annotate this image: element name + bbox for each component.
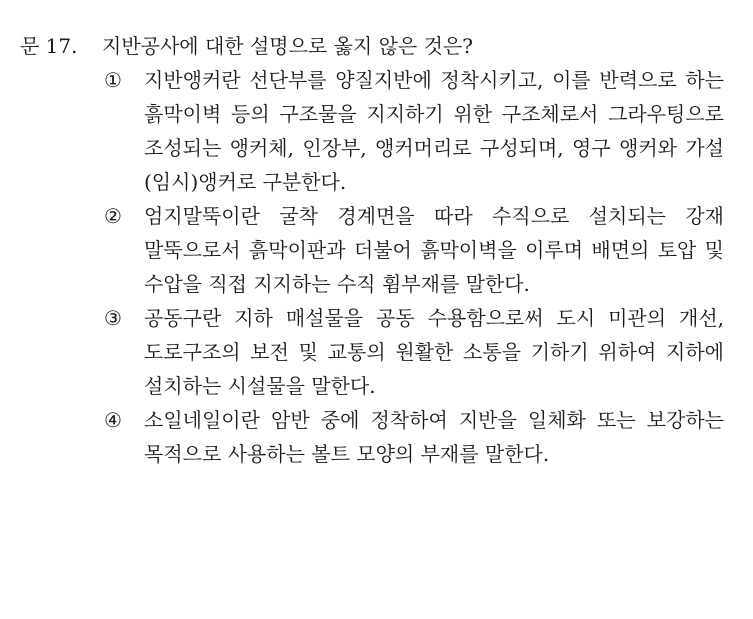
option-3-text: 공동구란 지하 매설물을 공동 수용함으로써 도시 미관의 개선, 도로구조의 보전 및 교통의 원활한 소통을 기하기 위하여 지하에 설치하는 시설물을 말한다.: [144, 306, 724, 398]
option-1-marker: ①: [104, 68, 122, 92]
option-4[interactable]: [104, 403, 724, 471]
option-1-text: 지반앵커란 선단부를 양질지반에 정착시키고, 이를 반력으로 하는 흙막이벽 등의 구조물을 지지하기 위한 구조체로서 그라우팅으로 조성되는 앵커체, 인장부, 앵커머리로 구성되며, 영구 앵커와 가설(임시)앵커로 구분한다.: [144, 68, 724, 194]
option-4-text: 소일네일이란 암반 중에 정착하여 지반을 일체화 또는 보강하는 목적으로 사용하는 볼트 모양의 부재를 말한다.: [144, 408, 724, 466]
option-3[interactable]: [104, 301, 724, 403]
option-4-marker: ④: [104, 408, 122, 432]
question-number: 문 17.: [20, 34, 78, 58]
option-2[interactable]: [104, 199, 724, 301]
question: [20, 29, 740, 63]
question-text: 지반공사에 대한 설명으로 옳지 않은 것은?: [102, 34, 473, 58]
option-2-marker: ②: [104, 204, 122, 228]
answer-options: [104, 63, 724, 471]
option-3-marker: ③: [104, 306, 122, 330]
option-2-text: 엄지말뚝이란 굴착 경계면을 따라 수직으로 설치되는 강재 말뚝으로서 흙막이판과 더불어 흙막이벽을 이루며 배면의 토압 및 수압을 직접 지지하는 수직 휨부재를 말한다.: [144, 204, 724, 296]
option-1[interactable]: [104, 63, 724, 199]
